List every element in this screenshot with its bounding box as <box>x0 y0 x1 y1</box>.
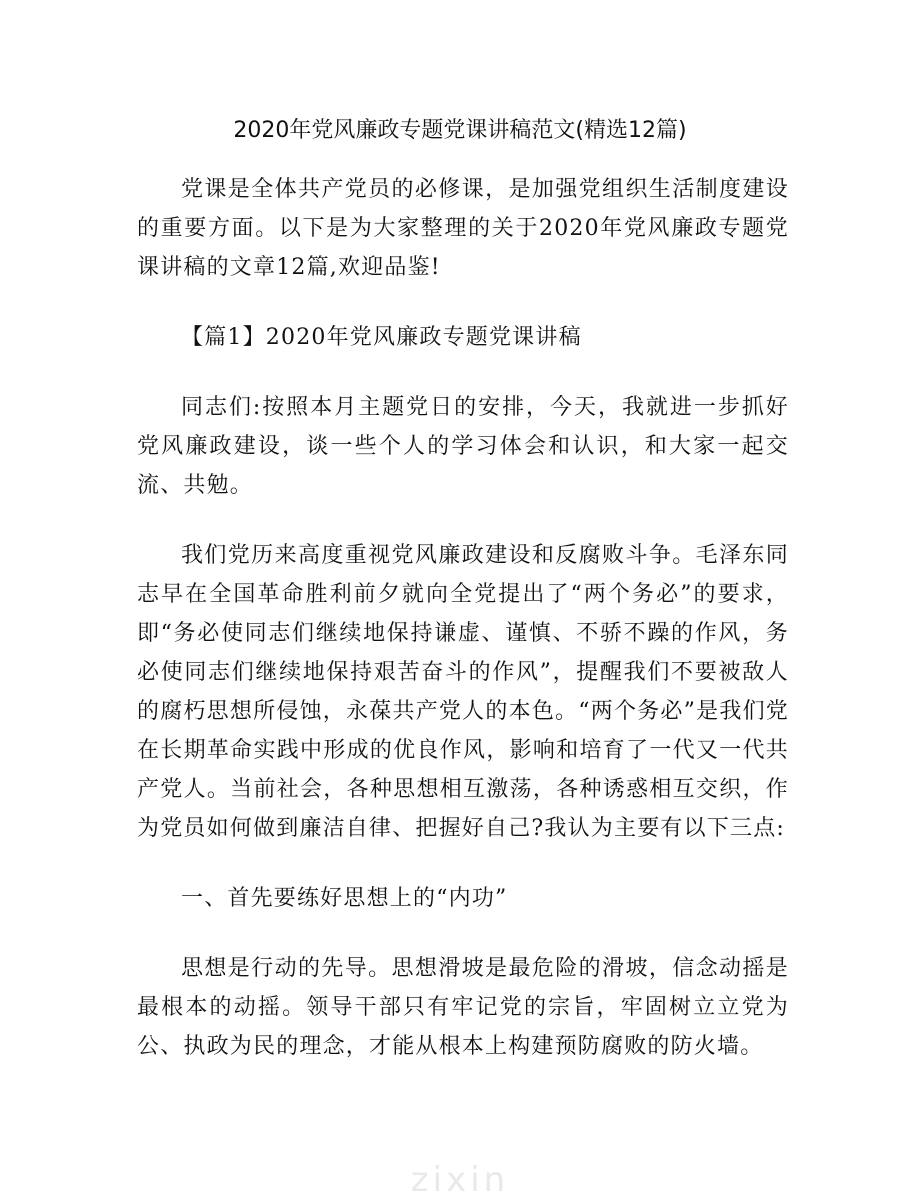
document-body <box>137 170 789 1066</box>
watermark: zixin <box>410 1160 510 1200</box>
subheading: 一、首先要练好思想上的“内功” <box>181 886 508 911</box>
body-paragraph: 同志们:按照本月主题党日的安排，今天，我就进一步抓好党风廉政建设，谈一些个人的学习体会和认识，和大家一起交流、共勉。 <box>137 395 789 498</box>
body-paragraph: 我们党历来高度重视党风廉政建设和反腐败斗争。毛泽东同志早在全国革命胜利前夕就向全党提出了“两个务必”的要求，即“务必使同志们继续地保持谦虚、谨慎、不骄不躁的作风，务必使同志们继续地保持艰苦奋斗的作风”，提醒我们不要被敌人的腐朽思想所侵蚀，永葆共产党人的本色。“两个务必”是我们党在长期革命实践中形成的优良作风，影响和培育了一代又一代共产党人。当前社会，各种思想相互激荡，各种诱惑相互交织，作为党员如何做到廉洁自律、把握好自己?我认为主要有以下三点: <box>137 543 789 841</box>
section-heading: 【篇1】2020年党风廉政专题党课讲稿 <box>181 325 582 350</box>
intro-paragraph: 党课是全体共产党员的必修课，是加强党组织生活制度建设的重要方面。以下是为大家整理的关于2020年党风廉政专题党课讲稿的文章12篇,欢迎品鉴! <box>137 177 789 280</box>
document-title: 2020年党风廉政专题党课讲稿范文(精选12篇) <box>233 118 687 143</box>
body-paragraph: 思想是行动的先导。思想滑坡是最危险的滑坡，信念动摇是最根本的动摇。领导干部只有牢记党的宗旨，牢固树立立党为公、执政为民的理念，才能从根本上构建预防腐败的防火墙。 <box>137 956 789 1059</box>
